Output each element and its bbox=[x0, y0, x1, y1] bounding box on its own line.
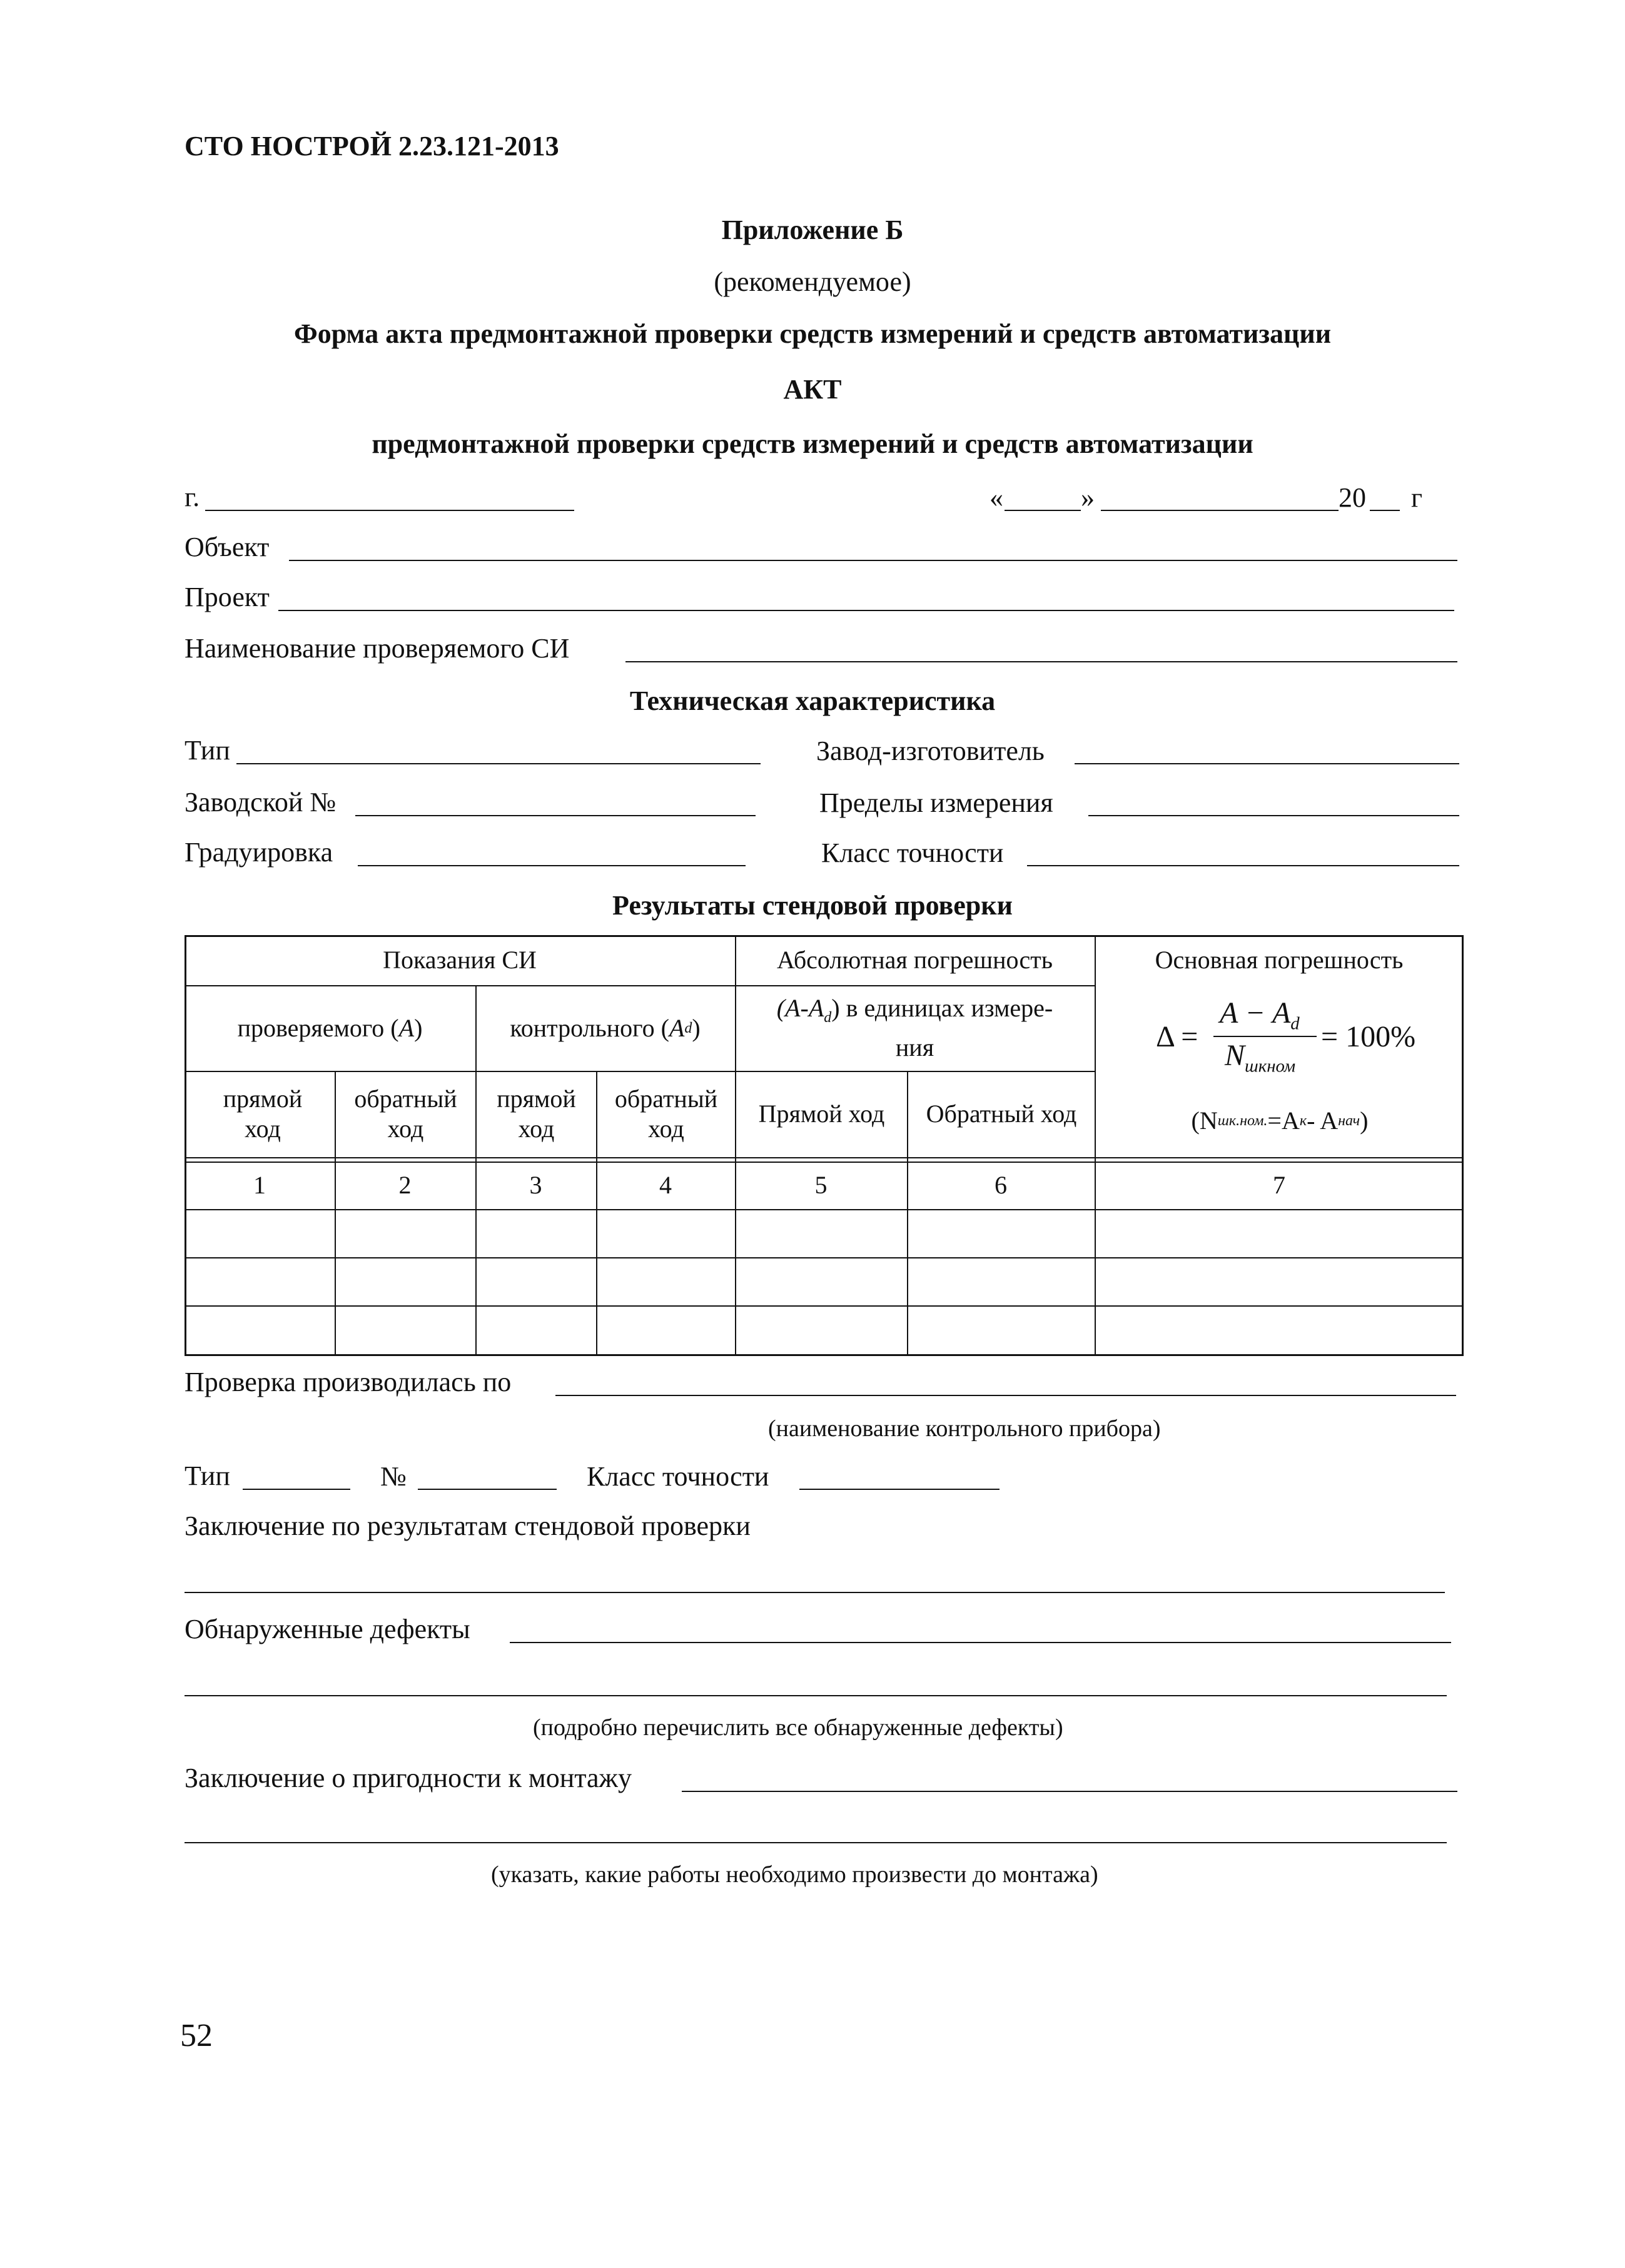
formula-denominator bbox=[1225, 1038, 1295, 1077]
form-title: Форма акта предмонтажной проверки средств измерений и средств автоматизации bbox=[293, 318, 1332, 349]
calibration-label: Градуировка bbox=[185, 837, 333, 868]
act-subtitle: предмонтажной проверки средств измерений и средств автоматизации bbox=[372, 428, 1253, 459]
object-field[interactable] bbox=[289, 560, 1457, 561]
city-field[interactable] bbox=[205, 510, 574, 511]
table-border bbox=[185, 1354, 1464, 1356]
range-label: Пределы измерения bbox=[819, 787, 1053, 818]
header-checked-reverse: обратный ход bbox=[354, 1085, 457, 1143]
calibration-field[interactable] bbox=[358, 865, 746, 866]
suitability-field[interactable] bbox=[682, 1791, 1457, 1792]
verification-number-label: № bbox=[380, 1461, 407, 1492]
header-abs-unit-a: (A-A bbox=[776, 994, 824, 1022]
defects-label: Обнаруженные дефекты bbox=[185, 1614, 470, 1644]
page-number: 52 bbox=[180, 2018, 213, 2053]
appendix-title: Приложение Б bbox=[721, 215, 904, 245]
appendix-subtitle: (рекомендуемое) bbox=[714, 266, 911, 297]
formula-den-sub: шкном bbox=[1245, 1056, 1296, 1076]
column-number: 1 bbox=[253, 1171, 266, 1199]
verification-accuracy-field[interactable] bbox=[799, 1489, 1000, 1490]
main-error-formula bbox=[1095, 995, 1464, 1076]
instrument-name-field[interactable] bbox=[625, 661, 1457, 662]
formula-note bbox=[1096, 1099, 1464, 1143]
note-sub: к bbox=[1299, 1113, 1307, 1129]
header-abs-unit bbox=[735, 985, 1095, 1071]
results-heading: Результаты стендовой проверки bbox=[612, 890, 1013, 921]
verification-type-field[interactable] bbox=[243, 1489, 350, 1490]
date-year-field[interactable] bbox=[1370, 510, 1400, 511]
formula-num-text: A − A bbox=[1220, 996, 1291, 1030]
verification-by-label: Проверка производилась по bbox=[185, 1367, 512, 1397]
verification-accuracy-label: Класс точности bbox=[587, 1461, 769, 1492]
column-number: 2 bbox=[398, 1171, 412, 1199]
manufacturer-label: Завод-изготовитель bbox=[816, 736, 1045, 766]
header-readings: Показания СИ bbox=[383, 946, 537, 974]
standard-code: СТО НОСТРОЙ 2.23.121-2013 bbox=[185, 131, 559, 161]
date-open-quote: « bbox=[990, 482, 1003, 513]
formula-tail: = 100% bbox=[1321, 1020, 1416, 1053]
instrument-name-label: Наименование проверяемого СИ bbox=[185, 633, 570, 664]
formula-fraction-bar bbox=[1213, 1036, 1317, 1037]
type-label: Тип bbox=[185, 735, 230, 766]
year-suffix: г bbox=[1411, 482, 1423, 513]
header-control-forward: прямой ход bbox=[497, 1085, 576, 1143]
table-border bbox=[185, 1157, 1464, 1158]
header-control bbox=[475, 985, 735, 1071]
serial-field[interactable] bbox=[355, 815, 756, 816]
act-title: АКТ bbox=[783, 374, 842, 405]
year-prefix: 20 bbox=[1339, 482, 1366, 513]
column-number: 3 bbox=[529, 1171, 542, 1199]
column-number: 6 bbox=[995, 1171, 1007, 1199]
serial-label: Заводской № bbox=[185, 787, 337, 818]
column-number: 4 bbox=[659, 1171, 672, 1199]
object-label: Объект bbox=[185, 532, 270, 562]
type-field[interactable] bbox=[236, 763, 761, 764]
header-checked-text: проверяемого ( bbox=[237, 1013, 399, 1042]
note-part: - A bbox=[1307, 1106, 1339, 1135]
header-control-var: A bbox=[669, 1013, 685, 1042]
defects-caption: (подробно перечислить все обнаруженные дефекты) bbox=[533, 1714, 1063, 1741]
project-label: Проект bbox=[185, 582, 270, 612]
formula-delta: Δ = bbox=[1156, 1020, 1198, 1053]
date-close-quote: » bbox=[1081, 482, 1095, 513]
defects-field-continued[interactable] bbox=[185, 1695, 1447, 1696]
date-month-field[interactable] bbox=[1101, 510, 1339, 511]
header-abs-unit-cont: ния bbox=[895, 1033, 934, 1061]
formula-den-text: N bbox=[1225, 1039, 1245, 1072]
column-number: 5 bbox=[814, 1171, 828, 1199]
header-checked-forward: прямой ход bbox=[223, 1085, 303, 1143]
date-day-field[interactable] bbox=[1005, 510, 1081, 511]
formula-numerator bbox=[1220, 996, 1300, 1035]
header-abs-unit-sub: d bbox=[824, 1010, 832, 1026]
tech-heading: Техническая характеристика bbox=[629, 686, 996, 716]
conclusion-label: Заключение по результатам стендовой проверки bbox=[185, 1511, 751, 1541]
table-border bbox=[185, 1209, 1464, 1210]
header-control-text: контрольного ( bbox=[510, 1013, 669, 1042]
header-control-sub: d bbox=[684, 1020, 692, 1036]
suitability-label: Заключение о пригодности к монтажу bbox=[185, 1763, 632, 1793]
defects-field[interactable] bbox=[510, 1642, 1451, 1643]
note-part: ) bbox=[1360, 1106, 1369, 1135]
verification-by-caption: (наименование контрольного прибора) bbox=[768, 1415, 1161, 1442]
note-part: (N bbox=[1191, 1106, 1218, 1135]
formula-num-sub: d bbox=[1290, 1013, 1300, 1034]
header-abs-unit-text: ) в единицах измере- bbox=[831, 994, 1053, 1022]
note-part: =A bbox=[1267, 1106, 1300, 1135]
header-main-error: Основная погрешность bbox=[1155, 946, 1404, 974]
suitability-field-continued[interactable] bbox=[185, 1842, 1447, 1843]
project-field[interactable] bbox=[278, 610, 1454, 611]
table-border bbox=[185, 1257, 1464, 1258]
accuracy-class-field[interactable] bbox=[1027, 865, 1459, 866]
accuracy-class-label: Класс точности bbox=[821, 838, 1004, 868]
header-control-reverse: обратный ход bbox=[614, 1085, 718, 1143]
conclusion-field[interactable] bbox=[185, 1592, 1445, 1593]
header-abs-error: Абсолютная погрешность bbox=[776, 946, 1053, 974]
header-checked bbox=[185, 985, 475, 1071]
manufacturer-field[interactable] bbox=[1075, 763, 1459, 764]
verification-number-field[interactable] bbox=[418, 1489, 557, 1490]
city-label: г. bbox=[185, 482, 200, 512]
suitability-caption: (указать, какие работы необходимо произвести до монтажа) bbox=[491, 1861, 1098, 1888]
header-control-end: ) bbox=[692, 1013, 701, 1042]
header-checked-end: ) bbox=[414, 1013, 423, 1042]
range-field[interactable] bbox=[1088, 815, 1459, 816]
column-number: 7 bbox=[1273, 1171, 1285, 1199]
verification-by-field[interactable] bbox=[555, 1395, 1456, 1396]
note-sub: нач bbox=[1338, 1113, 1360, 1129]
header-checked-var: A bbox=[398, 1013, 415, 1042]
verification-type-label: Тип bbox=[185, 1461, 230, 1491]
table-border bbox=[185, 1305, 1464, 1307]
header-abs-forward: Прямой ход bbox=[758, 1100, 885, 1128]
header-abs-reverse: Обратный ход bbox=[926, 1100, 1077, 1128]
note-sub: шк.ном. bbox=[1217, 1113, 1268, 1129]
